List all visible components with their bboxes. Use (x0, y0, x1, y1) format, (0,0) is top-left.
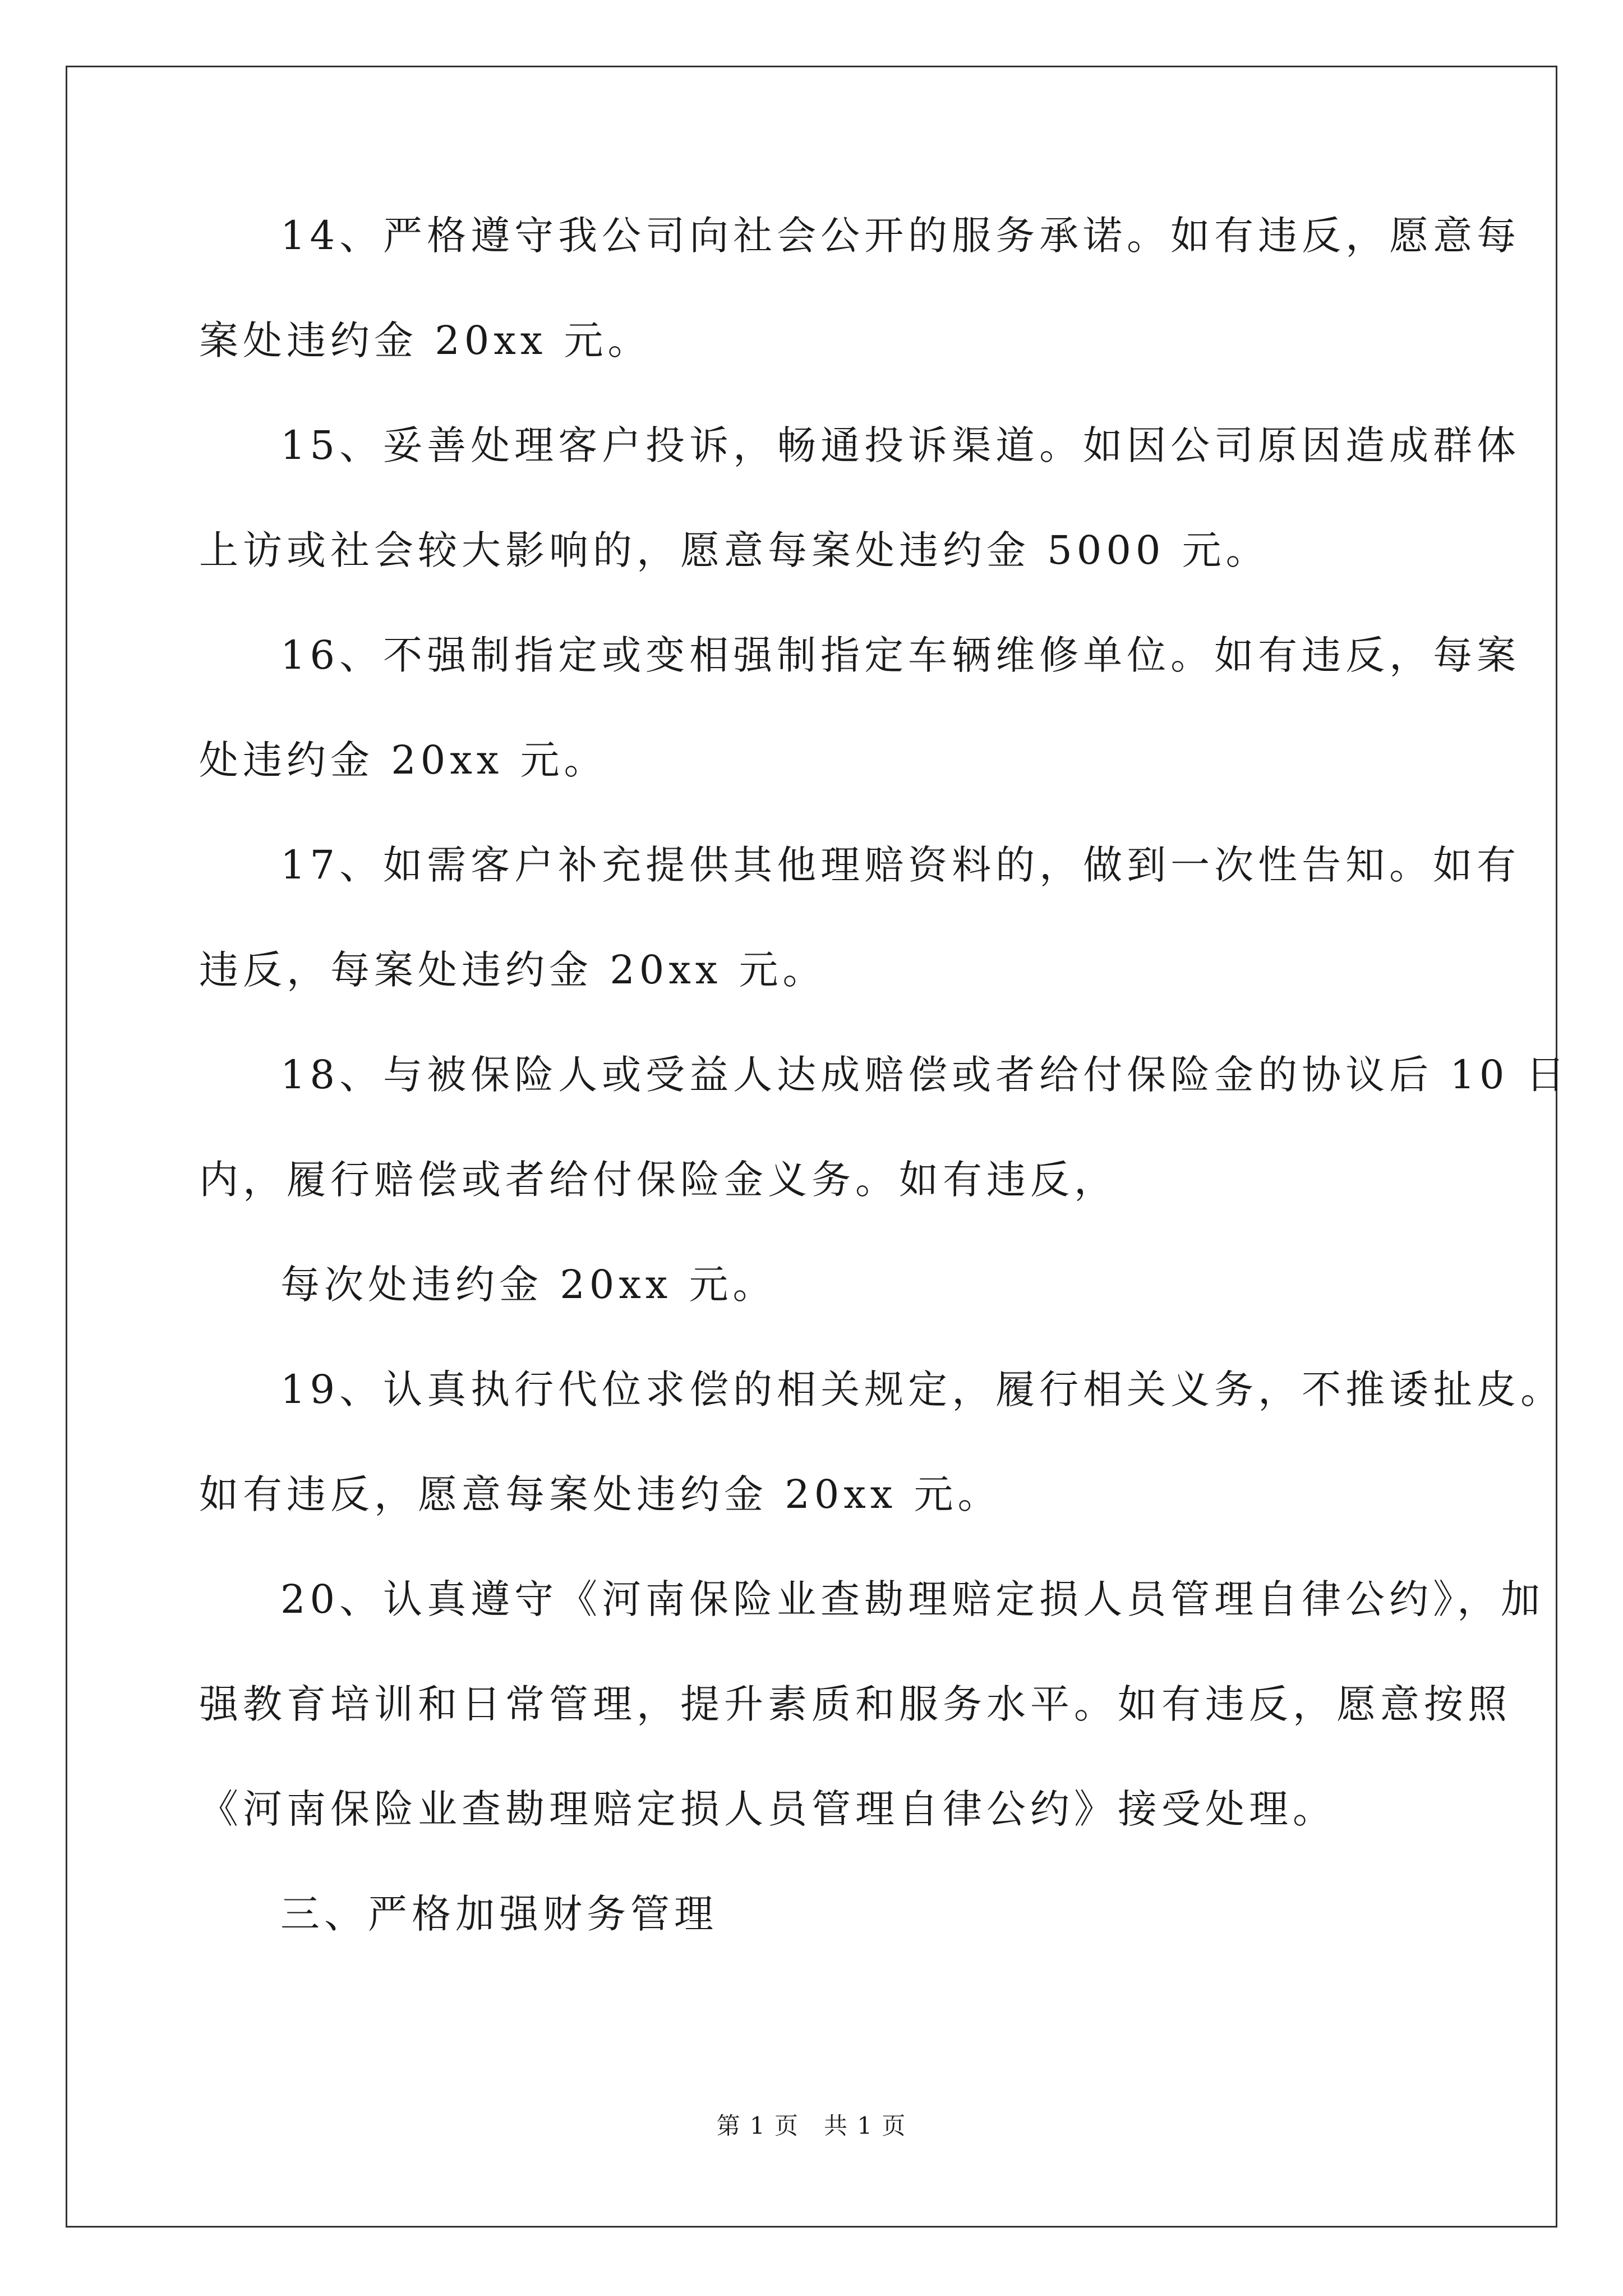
paragraph-18-line-1: 18、与被保险人或受益人达成赔偿或者给付保险金的协议后 10 日 (280, 1052, 1570, 1098)
paragraph-19-line-2: 如有违反，愿意每案处违约金 20xx 元。 (199, 1471, 1002, 1517)
paragraph-14-line-2: 案处违约金 20xx 元。 (199, 318, 652, 364)
page-footer: 第 1 页 共 1 页 (716, 2112, 907, 2139)
paragraph-17-line-2: 违反，每案处违约金 20xx 元。 (199, 947, 827, 993)
paragraph-20-line-1: 20、认真遵守《河南保险业查勘理赔定损人员管理自律公约》，加 (280, 1576, 1545, 1622)
paragraph-15-line-1: 15、妥善处理客户投诉，畅通投诉渠道。如因公司原因造成群体 (280, 422, 1521, 468)
paragraph-14-line-1: 14、严格遵守我公司向社会公开的服务承诺。如有违反，愿意每 (280, 213, 1521, 259)
paragraph-16-line-1: 16、不强制指定或变相强制指定车辆维修单位。如有违反，每案 (280, 632, 1521, 678)
paragraph-18-line-3: 每次处违约金 20xx 元。 (280, 1262, 777, 1308)
paragraph-19-line-1: 19、认真执行代位求偿的相关规定，履行相关义务，不推诿扯皮。 (280, 1366, 1565, 1412)
paragraph-20-line-3: 《河南保险业查勘理赔定损人员管理自律公约》接受处理。 (199, 1786, 1336, 1832)
paragraph-20-line-2: 强教育培训和日常管理，提升素质和服务水平。如有违反，愿意按照 (199, 1681, 1511, 1727)
section-heading-finance: 三、严格加强财务管理 (280, 1891, 718, 1937)
paragraph-18-line-2: 内，履行赔偿或者给付保险金义务。如有违反， (199, 1157, 1118, 1203)
paragraph-17-line-1: 17、如需客户补充提供其他理赔资料的，做到一次性告知。如有 (280, 842, 1521, 888)
paragraph-16-line-2: 处违约金 20xx 元。 (199, 737, 608, 783)
paragraph-15-line-2: 上访或社会较大影响的，愿意每案处违约金 5000 元。 (199, 527, 1270, 573)
